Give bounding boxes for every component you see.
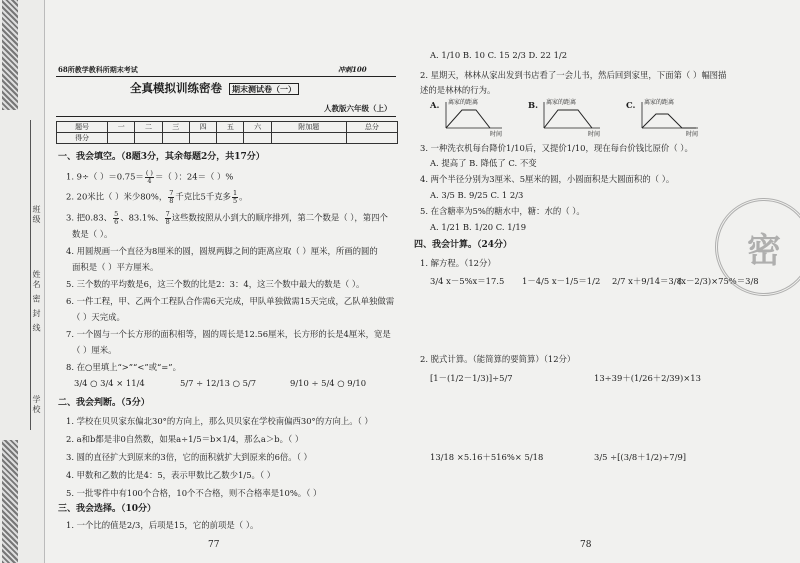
- graph-b-xlabel: 时间: [588, 131, 601, 138]
- score-header-cell: 题号: [57, 122, 108, 133]
- score-table-header-row: [57, 122, 398, 133]
- fraction-numerator: ( ): [145, 169, 153, 177]
- q2-text-b: 千克比5千克多: [175, 191, 231, 202]
- fill-q6-cont: （ ）天完成。: [72, 312, 125, 322]
- fraction-denominator: 5: [232, 196, 238, 205]
- fraction-denominator: 8: [169, 196, 174, 205]
- judge-q4: 4. 甲数和乙数的比是4：5，表示甲数比乙数少1/5。（ ）: [66, 470, 276, 480]
- binding-label-school: 学校: [32, 395, 41, 415]
- choice-q3-options: A. 提高了 B. 降低了 C. 不变: [430, 158, 537, 168]
- choice-q2: 2. 星期天，林林从家出发到书店看了一会儿书，然后回到家里，下面第（ ）幅图描: [420, 70, 727, 80]
- judge-q3: 3. 圆的直径扩大到原来的3倍，它的面积就扩大到原来的6倍。（ ）: [66, 452, 312, 462]
- choice-q5-options: A. 1/21 B. 1/20 C. 1/19: [430, 222, 527, 232]
- fraction-denominator: 6: [114, 217, 119, 226]
- page-title: [130, 82, 299, 96]
- graph-a-label: A.: [430, 100, 440, 110]
- compare-2: 5/7 ÷ 12/13 ○ 5/7: [180, 378, 257, 388]
- score-row-label: 得分: [57, 133, 108, 144]
- compare-3: 9/10 ÷ 5/4 ○ 9/10: [290, 378, 367, 388]
- fill-q3-cont: 数是（ ）。: [72, 229, 113, 239]
- header-brand: 68所教学教科所期末考试: [58, 65, 138, 74]
- judge-q1: 1. 学校在贝贝家东偏北30°的方向上，那么贝贝家在学校南偏西30°的方向上。（ ）: [66, 416, 373, 426]
- fill-q8: 8. 在○里填上“>”“<”或“=”。: [66, 362, 181, 372]
- fraction-denominator: 8: [165, 217, 170, 226]
- score-header-cell: 五: [217, 122, 244, 133]
- section-3-title: 三、我会选择。（10分）: [58, 504, 157, 514]
- judge-q2: 2. a和b都是非0自然数，如果a÷1/5＝b×1/4，那么a＞b。（ ）: [66, 434, 304, 444]
- score-header-cell: 附加题: [271, 122, 346, 133]
- binding-hatch-top: [2, 0, 18, 110]
- seal-stamp-text: 密: [747, 230, 781, 271]
- equation-2: 1－4/5 x－1/5＝1/2: [522, 276, 601, 286]
- score-header-cell: 总分: [346, 122, 397, 133]
- graph-c-label: C.: [626, 100, 636, 110]
- fill-q2: [66, 190, 247, 204]
- q1-text-b: ＝（ ）：24＝（ ）%: [154, 171, 234, 182]
- fill-q4-cont: 面积是（ ）平方厘米。: [72, 262, 159, 272]
- choice-q4: 4. 两个半径分别为3厘米、5厘米的圆，小圆面积是大圆面积的（ ）。: [420, 174, 675, 184]
- fill-q7: 7. 一个圆与一个长方形的面积相等，圆的周长是12.56厘米，长方形的长是4厘米，宽是: [66, 329, 391, 339]
- q1-fraction: [145, 170, 154, 184]
- choice-q1-options: A. 1/10 B. 10 C. 15 2/3 D. 22 1/2: [430, 50, 568, 60]
- score-cell[interactable]: [346, 133, 397, 144]
- score-cell[interactable]: [217, 133, 244, 144]
- page-number-right: 78: [580, 540, 592, 550]
- q3-text-a: 3. 把0.83、: [66, 212, 113, 223]
- equations-title: 1. 解方程。（12分）: [420, 258, 496, 268]
- score-cell[interactable]: [135, 133, 162, 144]
- q2-text-c: 。: [239, 191, 248, 202]
- q3-text-c: 这些数按照从小到大的顺序排列，第二个数是（ ），第四个: [171, 212, 388, 223]
- score-cell[interactable]: [271, 133, 346, 144]
- score-table: [56, 121, 398, 144]
- graph-a-caption: 离家的距离: [448, 99, 479, 106]
- score-header-cell: 三: [162, 122, 189, 133]
- equation-1: 3/4 x－5%x＝17.5: [430, 276, 505, 286]
- section-2-title: 二、我会判断。（5分）: [58, 398, 150, 408]
- edition-label: 人教版六年级（上）: [324, 104, 392, 113]
- score-header-cell: 四: [189, 122, 216, 133]
- graph-b-label: B.: [528, 100, 538, 110]
- graph-c-xlabel: 时间: [686, 131, 699, 138]
- fraction-denominator: 4: [147, 176, 152, 185]
- title-badge: 期末测试卷（一）: [229, 83, 299, 95]
- fill-q4: 4. 用圆规画一个直径为8厘米的圆，圆规两脚之间的距离应取（ ）厘米，所画的圆的: [66, 246, 378, 256]
- graph-c-caption: 离家的距离: [644, 99, 675, 106]
- choice-q2-cont: 述的是林林的行为。: [420, 85, 496, 95]
- fraction-numerator: 7: [169, 189, 174, 197]
- fraction-numerator: 7: [165, 210, 170, 218]
- header-rule: [56, 76, 396, 77]
- calc-2: 13÷39＋(1/26＋2/39)×13: [594, 373, 701, 383]
- fill-q5: 5. 三个数的平均数是6，这三个数的比是2：3：4，这三个数中最大的数是（ ）。: [66, 279, 365, 289]
- fraction-numerator: 1: [232, 189, 238, 197]
- q3-fraction-2: [165, 211, 171, 225]
- choice-q3: 3. 一种洗衣机每台降价1/10后，又提价1/10，现在每台价钱比原价（ ）。: [420, 143, 693, 153]
- score-cell[interactable]: [189, 133, 216, 144]
- compare-1: 3/4 ○ 3/4 × 11/4: [74, 378, 145, 388]
- choice-q1: 1. 一个比的值是2/3，后项是15，它的前项是（ ）。: [66, 520, 259, 530]
- choice-q5: 5. 在含糖率为5%的糖水中，糖：水的（ ）。: [420, 206, 585, 216]
- title-rule: [56, 116, 396, 117]
- q2-text-a: 2. 20米比（ ）米少80%，: [66, 191, 168, 202]
- fill-q1: [66, 170, 233, 184]
- fill-q6: 6. 一件工程，甲、乙两个工程队合作需6天完成，甲队单独做需15天完成，乙队单独做需: [66, 296, 395, 306]
- fill-q7-cont: （ ）厘米。: [72, 345, 117, 355]
- graph-a-xlabel: 时间: [490, 131, 503, 138]
- q3-fraction: [113, 211, 119, 225]
- graph-b-caption: 离家的距离: [546, 99, 577, 106]
- score-header-cell: 一: [108, 122, 135, 133]
- score-header-cell: 二: [135, 122, 162, 133]
- left-page: [44, 0, 404, 563]
- score-cell[interactable]: [108, 133, 135, 144]
- score-header-cell: 六: [244, 122, 271, 133]
- score-table-score-row: [57, 133, 398, 144]
- binding-label-class: 班级: [32, 205, 41, 225]
- page-number-left: 77: [208, 540, 220, 550]
- q1-text-a: 1. 9÷（ ）＝0.75＝: [66, 171, 144, 182]
- q3-text-b: 、83.1%、: [120, 212, 164, 223]
- calc-4: 3/5 ÷[(3/8＋1/2)÷7/9]: [594, 452, 687, 462]
- judge-q5: 5. 一批零件中有100个合格，10个不合格，则不合格率是10%。（ ）: [66, 488, 322, 498]
- equation-3: 2/7 x＋9/14＝3/8: [612, 276, 682, 286]
- score-cell[interactable]: [244, 133, 271, 144]
- fraction-numerator: 5: [114, 210, 119, 218]
- binding-strip: [0, 0, 45, 563]
- binding-hatch-bottom: [2, 440, 18, 563]
- q2-fraction-2: [232, 190, 238, 204]
- calc-title: 2. 脱式计算。（能简算的要简算）（12分）: [420, 354, 576, 364]
- binding-label-name: 姓名 密 封 线: [32, 270, 41, 334]
- section-1-title: 一、我会填空。（8题3分，其余每题2分，共17分）: [58, 152, 265, 162]
- equation-4: (x－2/3)×75%＝3/8: [678, 276, 759, 286]
- fill-q3: [66, 211, 388, 225]
- section-4-title: 四、我会计算。（24分）: [414, 240, 513, 250]
- title-text: 全真模拟训练密卷: [130, 81, 222, 95]
- q2-fraction: [168, 190, 174, 204]
- score-cell[interactable]: [162, 133, 189, 144]
- calc-3: 13/18 ×5.16＋516%× 5/18: [430, 452, 544, 462]
- choice-q4-options: A. 3/5 B. 9/25 C. 1 2/3: [430, 190, 524, 200]
- header-tag: 冲刺100: [338, 65, 367, 74]
- calc-1: [1－(1/2－1/3)]÷5/7: [430, 373, 513, 383]
